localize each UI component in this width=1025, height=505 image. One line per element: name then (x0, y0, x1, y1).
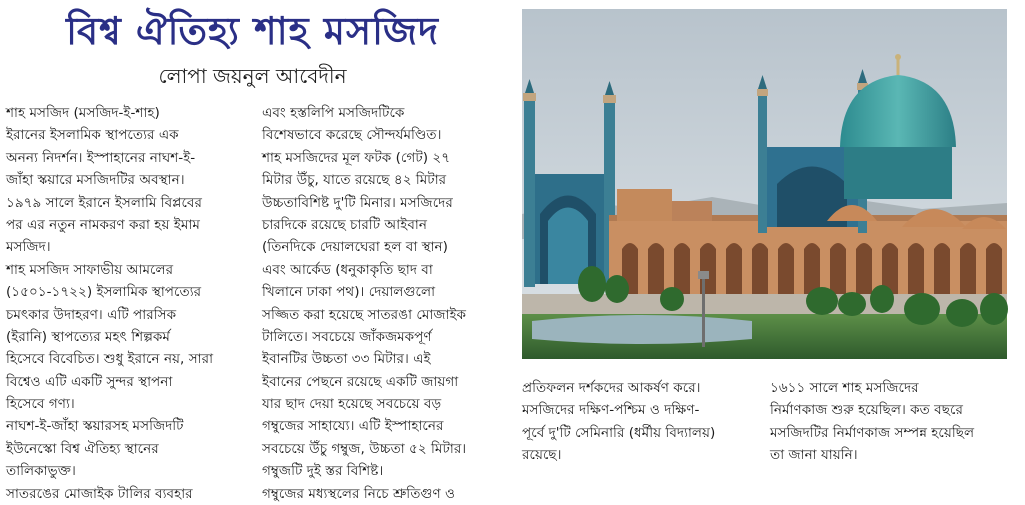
text-line: গম্বুজটি দুই স্তর বিশিষ্ট। (262, 463, 384, 480)
text-line: নাঘশ-ই-জাঁহা স্কয়ারসহ মসজিদটি (6, 418, 184, 435)
text-line: ইরানের ইসলামিক স্থাপত্যের এক (6, 127, 179, 144)
text-line: উচ্চতাবিশিষ্ট দু'টি মিনার। মসজিদের (262, 194, 453, 211)
article-headline: বিশ্ব ঐতিহ্য শাহ মসজিদ (66, 9, 439, 53)
article-column-1 (6, 102, 250, 502)
text-line: বিশ্বেও এটি একটি সুন্দর স্থাপনা (6, 373, 173, 390)
lamp-post (702, 277, 705, 347)
text-line: ১৯৭৯ সালে ইরানে ইসলামি বিপ্লবের (6, 194, 202, 211)
text-line: চারদিকে রয়েছে চারটি আইবান (262, 216, 427, 233)
text-line: (ইরানি) স্থাপত্যের মহৎ শিল্পকর্ম (6, 328, 170, 345)
text-line: সজ্জিত করা হয়েছে সাতরঙা মোজাইক (262, 306, 467, 323)
text-line: সবচেয়ে উঁচু গম্বুজ, উচ্চতা ৫২ মিটার। (262, 440, 467, 457)
text-line: নির্মাণকাজ শুরু হয়েছিল। কত বছরে (770, 402, 963, 419)
shah-mosque-illustration (522, 9, 1007, 359)
text-line: মিটার উঁচু, যাতে রয়েছে ৪২ মিটার (262, 172, 447, 189)
article-column-2 (262, 102, 512, 502)
minaret-left-1 (524, 97, 535, 287)
text-line: টালিতে। সবচেয়ে জাঁকজমকপূর্ণ (262, 328, 432, 345)
text-line: বিশেষভাবে করেছে সৌন্দর্যমণ্ডিত। (262, 127, 442, 144)
text-line: শাহ মসজিদের মূল ফটক (গেট) ২৭ (262, 149, 451, 166)
text-line: পর এর নতুন নামকরণ করা হয় ইমাম (6, 216, 200, 233)
text-line: (১৫০১-১৭২২) ইসলামিক স্থাপত্যের (6, 284, 202, 301)
text-line: গম্বুজের সাহায্যে। এটি ইস্পাহানের (262, 418, 444, 435)
text-line: এবং আর্কেড (ধনুকাকৃতি ছাদ বা (262, 261, 433, 278)
dome-drum (844, 139, 952, 199)
text-line: ইবানটির উচ্চতা ৩৩ মিটার। এই (262, 351, 431, 368)
article-column-4 (770, 377, 1020, 472)
minaret-right-1 (758, 93, 767, 233)
text-line: পূর্বে দু'টি সেমিনারি (ধর্মীয় বিদ্যালয়) (522, 424, 716, 441)
text-line: চমৎকার উদাহরণ। এটি পারসিক (6, 306, 177, 323)
text-line: তা জানা যায়নি। (770, 447, 858, 464)
text-line: হিসেবে গণ্য। (6, 396, 75, 413)
article-byline: লোপা জয়নুল আবেদীন (158, 64, 347, 88)
text-line: মসজিদ। (6, 239, 51, 256)
text-line: অনন্য নিদর্শন। ইস্পাহানের নাঘশ-ই- (6, 149, 196, 166)
text-line: খিলানে ঢাকা পথ)। দেয়ালগুলো (262, 284, 436, 301)
text-line: প্রতিফলন দর্শকদের আকর্ষণ করে। (522, 380, 701, 396)
text-line: জাঁহা স্কয়ারে মসজিদটির অবস্থান। (6, 172, 185, 189)
text-line: রয়েছে। (522, 447, 562, 464)
text-line: ইবানের পেছনে রয়েছে একটি জায়গা (262, 373, 459, 390)
text-line: শাহ মসজিদ (মসজিদ-ই-শাহ) (6, 105, 160, 121)
text-line: যার ছাদ দেয়া হয়েছে সবচেয়ে বড় (262, 396, 442, 413)
text-line: ১৬১১ সালে শাহ মসজিদের (770, 380, 919, 396)
pool (532, 315, 752, 344)
mosque-photo (522, 9, 1007, 359)
text-line: মসজিদের দক্ষিণ-পশ্চিম ও দক্ষিণ- (522, 402, 700, 419)
text-line: মসজিদটির নির্মাণকাজ সম্পন্ন হয়েছিল (770, 424, 975, 441)
article-column-3 (522, 377, 757, 472)
text-line: (তিনদিকে দেয়ালঘেরা হল বা স্থান) (262, 239, 448, 256)
text-line: তালিকাভুক্ত। (6, 463, 76, 480)
text-line: গম্বুজের মধ্যস্থলের নিচে শ্রুতিগুণ ও (262, 485, 455, 502)
text-line: ইউনেস্কো বিশ্ব ঐতিহ্য স্থানের (6, 440, 159, 457)
text-line: হিসেবে বিবেচিত। শুধু ইরানে নয়, সারা (6, 351, 214, 368)
text-line: শাহ মসজিদ সাফাভীয় আমলের (6, 261, 174, 278)
text-line: এবং হস্তলিপি মসজিদটিকে (262, 105, 405, 121)
text-line: সাতরঙের মোজাইক টালির ব্যবহার (6, 485, 193, 502)
